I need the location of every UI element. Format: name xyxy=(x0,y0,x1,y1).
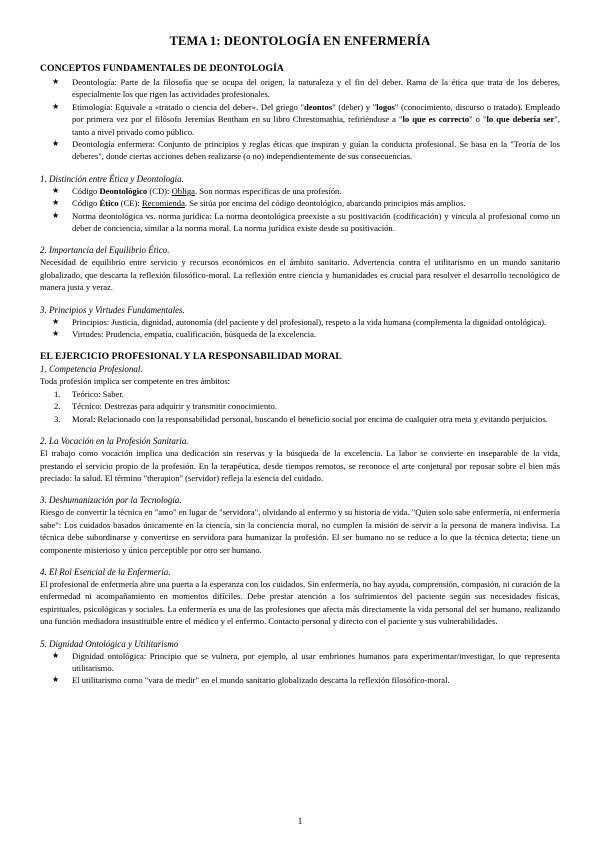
emphasis: lo que es correcto xyxy=(402,114,470,125)
subsection-heading: 2. Importancia del Equilibrio Ético. xyxy=(40,245,170,256)
principios-list xyxy=(40,316,560,341)
paragraph: El trabajo como vocación implica una dedicación sin reservas y la búsqueda de la excelencia. La labor se convierte en inseparable de la vida, prestando el servicio propio de la profesión. En la terapéutica, desde tiempos remotos, se reconoce el arte conjetural por reposar sobre el bien más preciado: la salud. El término "therapion" (servidor) refleja la esencia del cuidado. xyxy=(40,448,560,483)
list-item xyxy=(40,210,560,235)
list-number: 3. xyxy=(54,413,61,424)
text: Teórico: Saber. xyxy=(72,388,124,399)
star-bullet-icon: ★ xyxy=(52,77,60,86)
text: Dignidad ontológica: Principio que se vulnera, por ejemplo, al usar embriones humanos para experimentar/investigar, lo que representa utilitarismo. xyxy=(72,650,560,673)
star-bullet-icon: ★ xyxy=(52,139,60,149)
list-number: 1. xyxy=(54,388,61,399)
emphasis: Ético xyxy=(99,198,119,209)
definition-part: " o " xyxy=(469,114,487,125)
text: Virtudes: Prudencia, empatía, cualificación, búsqueda de la excelencia. xyxy=(72,329,317,340)
section-spacer xyxy=(40,341,560,351)
list-item xyxy=(40,413,560,425)
term: Deontología enfermera xyxy=(72,139,153,150)
star-bullet-icon: ★ xyxy=(52,650,60,660)
star-bullet-icon: ★ xyxy=(52,329,60,339)
star-bullet-icon: ★ xyxy=(52,185,60,195)
text: Código xyxy=(72,185,100,196)
list-item xyxy=(40,138,560,163)
emphasis: lo que debería ser xyxy=(486,114,555,125)
text: . Se sitúa por encima del código deontológico, abarcando principios más amplios. xyxy=(184,198,466,209)
text: . Son normas específicas de una profesión. xyxy=(194,185,342,196)
list-item xyxy=(40,388,560,400)
greek-word: logos xyxy=(376,101,395,112)
star-bullet-icon: ★ xyxy=(52,316,60,326)
list-item xyxy=(40,76,560,101)
list-item xyxy=(40,674,560,686)
paragraph: Riesgo de convertir la técnica en "amo" en lugar de "servidora", olvidando al enfermo y su historia de vida. "Quien solo sabe enfermería, ni enfermería sabe": Los cuidados basados únicamente en la ciencia, sin la conciencia moral, no cumplen la misión de servir a la persona de manera indivisa. La técnica debe subordinarse y convertirse en servidora para humanizar la profesión. El ser humano no se reduce a lo que la técnica detecta; tiene un componente misterioso y único perceptible por otro ser humano. xyxy=(40,507,560,555)
greek-word: deontos xyxy=(304,101,333,112)
definition: : Parte de la filosofía que se ocupa del origen, la naturaleza y el fin del deber. Rama de la ética que trata de los deberes, especialmente los que rigen las actividades profesionales. xyxy=(72,77,560,100)
definition-part: " (deber) y " xyxy=(332,101,377,112)
list-item xyxy=(40,400,560,412)
text: (CD): xyxy=(147,185,172,196)
star-bullet-icon: ★ xyxy=(52,675,60,685)
list-item xyxy=(40,650,560,675)
page-number: 1 xyxy=(297,816,303,826)
paragraph: El profesional de enfermería abre una puerta a la esperanza con los cuidados. Sin enfermería, no hay ayuda, comprensión, compasión, ni curación de la enfermedad ni acompañamiento en momentos difíciles. Debe prestar atención a los sufrimientos del paciente según sus necesidades físicas, espirituales, psicológicas y sociales. La enfermería es una de las profesiones que afecta más directamente la vida personal del ser humano, realizando una función mediadora insustituible entre el médico y el enfermo. Contacto personal y directo con el paciente y sus vulnerabilidades. xyxy=(40,578,560,627)
paragraph: Necesidad de equilibrio entre servicio y recursos económicos en el ámbito sanitario. Advertencia contra el utilitarismo en un mundo sanitario globalizado, que descarta la reflexión filosófico-moral. La reflexión entre ciencia y humanidades es crucial para resolver el desarrollo tecnológico de manera justa y veraz. xyxy=(40,257,560,293)
subsection-heading: 3. Deshumanización por la Tecnología. xyxy=(40,495,182,506)
conceptos-list xyxy=(40,76,560,163)
emphasis: Deontológico xyxy=(99,185,148,196)
list-item xyxy=(40,197,560,209)
star-bullet-icon: ★ xyxy=(52,210,60,220)
definition-part: : Equivale a «tratado o ciencia del deber». Del griego " xyxy=(110,101,305,112)
text: Moral: Relacionado con la responsabilidad personal, buscando el beneficio social por encima de cualquier otra meta y evitando perjuicios. xyxy=(72,413,548,424)
paragraph: Toda profesión implica ser competente en tres ámbitos: xyxy=(40,375,231,386)
list-item xyxy=(40,328,560,340)
document-page xyxy=(40,34,560,687)
underlined-word: Recomienda xyxy=(141,198,185,209)
subsection-heading: 3. Principios y Virtudes Fundamentales. xyxy=(40,304,185,315)
subsection-heading: 1. Distinción entre Ética y Deontología. xyxy=(40,173,184,184)
underlined-word: Obliga xyxy=(171,185,195,196)
dignidad-list xyxy=(40,650,560,687)
star-bullet-icon: ★ xyxy=(52,101,60,111)
term: Etimología xyxy=(72,101,111,112)
text: El utilitarismo como "vara de medir" en el mundo sanitario globalizado descarta la reflexión filosófico-moral. xyxy=(72,675,450,686)
distincion-list xyxy=(40,185,560,235)
subsection-heading: 2. La Vocación en la Profesión Sanitaria. xyxy=(40,436,189,447)
section-heading-ejercicio: EL EJERCICIO PROFESIONAL Y LA RESPONSABILIDAD MORAL xyxy=(40,350,342,362)
subsection-heading: 5. Dignidad Ontológica y Utilitarismo xyxy=(40,638,179,649)
text: Código xyxy=(72,198,100,209)
definition: : Conjunto de principios y reglas éticas que inspiran y guían la conducta profesional. Se basa en la "Teoría de los deberes", donde ciertas acciones deben realizarse (o no) independientemente de sus consecuencias. xyxy=(72,139,560,162)
subsection-heading: 4. El Rol Esencial de la Enfermería. xyxy=(40,566,171,577)
text: Principios: Justicia, dignidad, autonomía (del paciente y del profesional), respeto a la vida humana (complementa la dignidad ontológica). xyxy=(72,316,547,327)
term: Deontología xyxy=(72,77,115,87)
list-item xyxy=(40,316,560,328)
definition-part: " (conocimiento, discurso o tratado). Empleado por primera vez por el filósofo Jeremías Bentham en su libro Chrestomathia, refiriéndose a " xyxy=(72,101,561,125)
competencia-list xyxy=(40,388,560,425)
document-title: TEMA 1: DEONTOLOGÍA EN ENFERMERÍA xyxy=(169,34,431,48)
subsection-heading: 1. Competencia Profesional. xyxy=(40,363,143,374)
text: (CE): xyxy=(118,198,142,209)
text: Norma deontológica vs. norma jurídica: La norma deontológica preexiste a su positivación (codificación) y vincula al profesional como un deber de conciencia, similar a la norma moral. La norma jurídica existe desde su positivación. xyxy=(72,210,560,234)
section-heading-conceptos: CONCEPTOS FUNDAMENTALES DE DEONTOLOGÍA xyxy=(40,63,284,74)
text: Técnico: Destrezas para adquirir y transmitir conocimiento. xyxy=(72,401,277,412)
list-item xyxy=(40,101,560,138)
list-item xyxy=(40,185,560,197)
list-number: 2. xyxy=(54,401,61,412)
star-bullet-icon: ★ xyxy=(52,198,60,208)
definition-part: ", tanto a nivel privado como público. xyxy=(72,114,560,137)
